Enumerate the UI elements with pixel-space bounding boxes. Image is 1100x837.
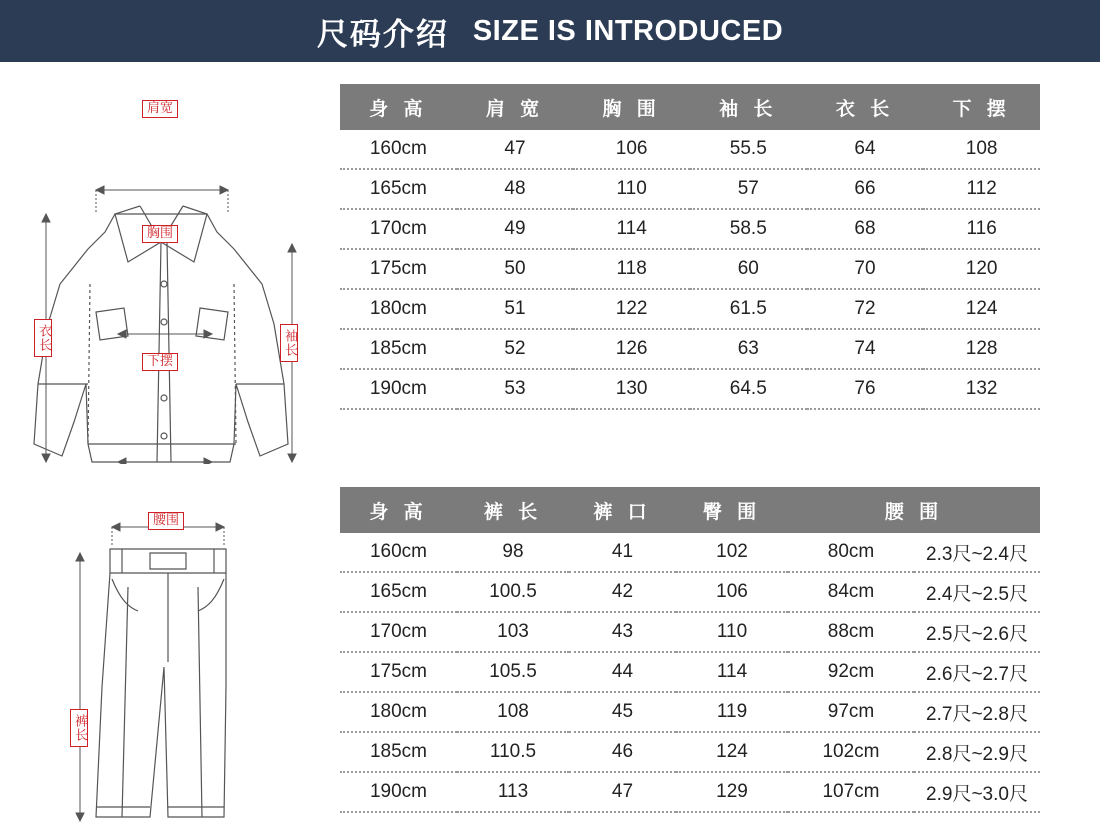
cell-length: 68 (807, 209, 924, 249)
label-chest: 胸围 (142, 225, 178, 243)
cell-waist-chi: 2.8尺~2.9尺 (914, 732, 1040, 772)
table-row (340, 369, 1040, 409)
cell-length: 64 (807, 130, 924, 169)
col-waist: 腰 围 (788, 487, 1040, 533)
cell-height: 190cm (340, 369, 457, 409)
col-length: 衣 长 (807, 84, 924, 130)
cell-shoulder: 53 (457, 369, 574, 409)
cell-leg-opening: 42 (569, 572, 676, 612)
cell-waist-cm: 84cm (788, 572, 914, 612)
col-hip: 臀 围 (676, 487, 788, 533)
cell-leg-opening: 46 (569, 732, 676, 772)
cell-waist-chi: 2.4尺~2.5尺 (914, 572, 1040, 612)
table-row (340, 772, 1040, 812)
table-header-row (340, 84, 1040, 130)
cell-shoulder: 49 (457, 209, 574, 249)
page-header (0, 0, 1100, 62)
table-row (340, 732, 1040, 772)
table-row (340, 289, 1040, 329)
cell-hip: 114 (676, 652, 788, 692)
table-row (340, 209, 1040, 249)
cell-waist-chi: 2.7尺~2.8尺 (914, 692, 1040, 732)
cell-sleeve: 58.5 (690, 209, 807, 249)
table-row (340, 612, 1040, 652)
jacket-section (0, 84, 1050, 464)
cell-height: 170cm (340, 209, 457, 249)
cell-waist-cm: 80cm (788, 533, 914, 572)
cell-height: 160cm (340, 130, 457, 169)
cell-hip: 102 (676, 533, 788, 572)
cell-waist-chi: 2.9尺~3.0尺 (914, 772, 1040, 812)
cell-leg-opening: 47 (569, 772, 676, 812)
col-sleeve: 袖 长 (690, 84, 807, 130)
table-row (340, 249, 1040, 289)
pants-size-table (340, 487, 1040, 813)
cell-waist-cm: 97cm (788, 692, 914, 732)
cell-chest: 130 (573, 369, 690, 409)
label-garment-length: 衣长 (34, 319, 52, 357)
col-hem: 下 摆 (923, 84, 1040, 130)
cell-hip: 106 (676, 572, 788, 612)
table-row (340, 652, 1040, 692)
cell-pants-length: 110.5 (457, 732, 569, 772)
cell-waist-chi: 2.3尺~2.4尺 (914, 533, 1040, 572)
cell-hem: 116 (923, 209, 1040, 249)
cell-pants-length: 113 (457, 772, 569, 812)
cell-leg-opening: 43 (569, 612, 676, 652)
table-row (340, 572, 1040, 612)
cell-length: 66 (807, 169, 924, 209)
cell-height: 190cm (340, 772, 457, 812)
cell-leg-opening: 44 (569, 652, 676, 692)
cell-chest: 110 (573, 169, 690, 209)
cell-hem: 112 (923, 169, 1040, 209)
cell-hip: 129 (676, 772, 788, 812)
pants-diagram (0, 487, 340, 837)
cell-sleeve: 60 (690, 249, 807, 289)
cell-length: 72 (807, 289, 924, 329)
cell-leg-opening: 41 (569, 533, 676, 572)
cell-height: 165cm (340, 169, 457, 209)
cell-length: 70 (807, 249, 924, 289)
cell-chest: 114 (573, 209, 690, 249)
label-hem: 下摆 (142, 353, 178, 371)
cell-chest: 106 (573, 130, 690, 169)
cell-hip: 124 (676, 732, 788, 772)
table-row (340, 692, 1040, 732)
cell-waist-chi: 2.5尺~2.6尺 (914, 612, 1040, 652)
jacket-diagram (0, 84, 340, 464)
cell-shoulder: 52 (457, 329, 574, 369)
cell-height: 160cm (340, 533, 457, 572)
cell-height: 175cm (340, 652, 457, 692)
cell-chest: 122 (573, 289, 690, 329)
table-row (340, 169, 1040, 209)
cell-leg-opening: 45 (569, 692, 676, 732)
page-title-en: SIZE IS INTRODUCED (472, 14, 784, 47)
table-row (340, 533, 1040, 572)
cell-shoulder: 51 (457, 289, 574, 329)
cell-shoulder: 50 (457, 249, 574, 289)
cell-height: 180cm (340, 692, 457, 732)
cell-hem: 132 (923, 369, 1040, 409)
jacket-illustration (0, 84, 340, 464)
cell-hip: 119 (676, 692, 788, 732)
cell-pants-length: 100.5 (457, 572, 569, 612)
label-pants-length: 裤长 (70, 709, 88, 747)
cell-pants-length: 103 (457, 612, 569, 652)
cell-sleeve: 64.5 (690, 369, 807, 409)
pants-illustration (0, 487, 340, 837)
cell-height: 170cm (340, 612, 457, 652)
cell-sleeve: 61.5 (690, 289, 807, 329)
cell-height: 180cm (340, 289, 457, 329)
col-height: 身 高 (340, 84, 457, 130)
cell-waist-cm: 92cm (788, 652, 914, 692)
cell-sleeve: 55.5 (690, 130, 807, 169)
cell-height: 185cm (340, 732, 457, 772)
table-row (340, 130, 1040, 169)
cell-pants-length: 98 (457, 533, 569, 572)
col-shoulder: 肩 宽 (457, 84, 574, 130)
page-title-cn: 尺码介绍 (316, 16, 449, 52)
cell-hip: 110 (676, 612, 788, 652)
cell-waist-cm: 107cm (788, 772, 914, 812)
cell-sleeve: 63 (690, 329, 807, 369)
cell-shoulder: 48 (457, 169, 574, 209)
col-chest: 胸 围 (573, 84, 690, 130)
cell-chest: 118 (573, 249, 690, 289)
cell-shoulder: 47 (457, 130, 574, 169)
cell-waist-chi: 2.6尺~2.7尺 (914, 652, 1040, 692)
label-waist: 腰围 (148, 512, 184, 530)
jacket-size-table (340, 84, 1040, 410)
label-shoulder-width: 肩宽 (142, 100, 178, 118)
cell-hem: 128 (923, 329, 1040, 369)
cell-hem: 124 (923, 289, 1040, 329)
cell-length: 76 (807, 369, 924, 409)
pants-section (0, 487, 1050, 837)
cell-hem: 108 (923, 130, 1040, 169)
cell-chest: 126 (573, 329, 690, 369)
cell-height: 185cm (340, 329, 457, 369)
cell-waist-cm: 102cm (788, 732, 914, 772)
cell-length: 74 (807, 329, 924, 369)
pants-size-table-wrap (340, 487, 1050, 837)
col-leg-opening: 裤 口 (569, 487, 676, 533)
table-header-row (340, 487, 1040, 533)
table-row (340, 329, 1040, 369)
col-height: 身 高 (340, 487, 457, 533)
content-area (0, 62, 1100, 837)
label-sleeve-length: 袖长 (280, 324, 298, 362)
cell-hem: 120 (923, 249, 1040, 289)
cell-pants-length: 108 (457, 692, 569, 732)
cell-waist-cm: 88cm (788, 612, 914, 652)
jacket-size-table-wrap (340, 84, 1050, 464)
cell-sleeve: 57 (690, 169, 807, 209)
cell-height: 175cm (340, 249, 457, 289)
col-pants-length: 裤 长 (457, 487, 569, 533)
cell-pants-length: 105.5 (457, 652, 569, 692)
cell-height: 165cm (340, 572, 457, 612)
